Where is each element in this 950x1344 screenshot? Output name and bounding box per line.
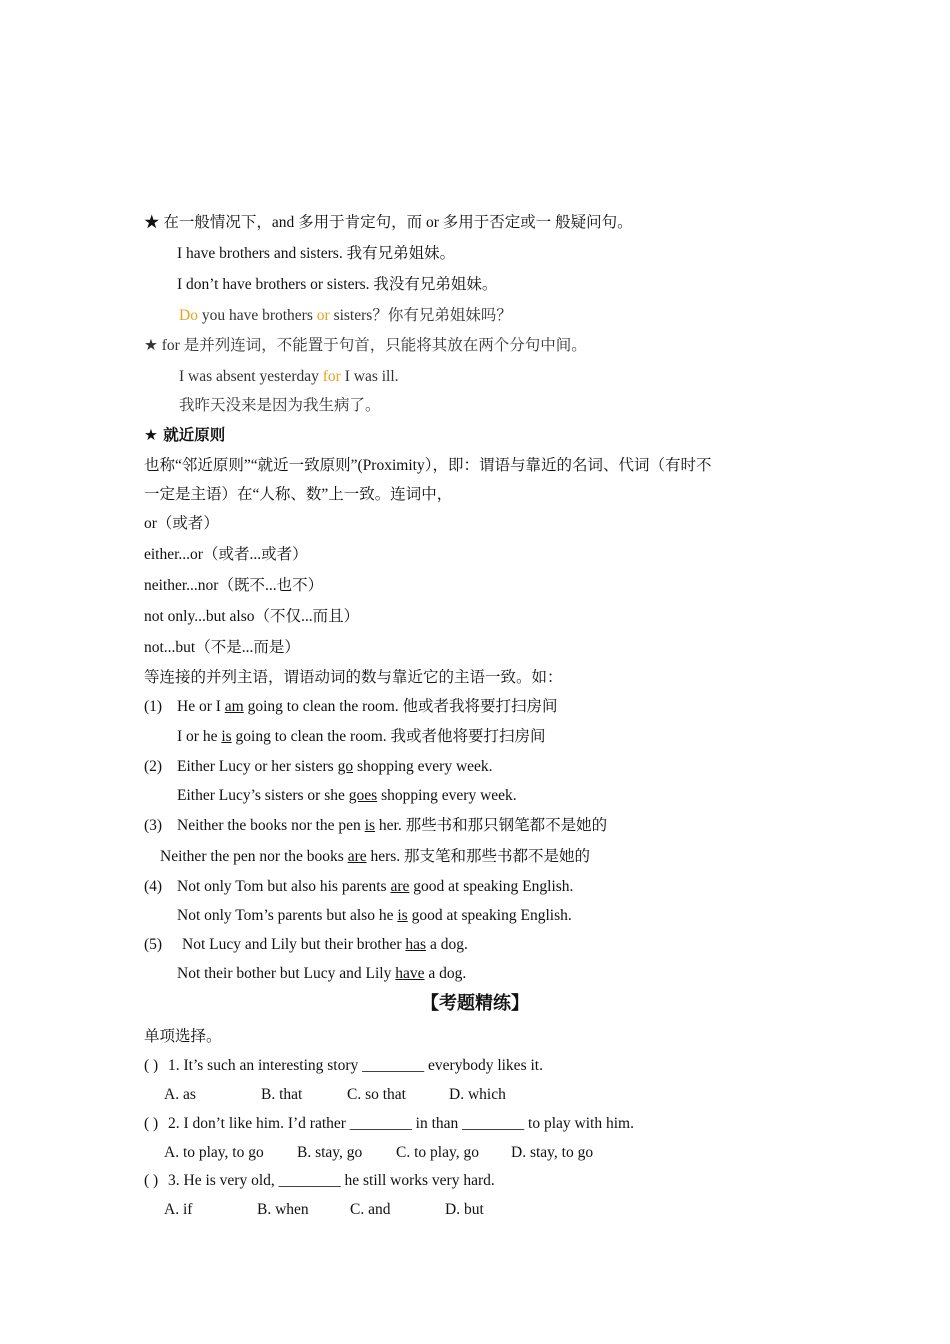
example-question-mid: you have brothers	[197, 307, 317, 324]
sentence-part: Not only Tom but also his parents	[177, 878, 391, 895]
example-sentence	[160, 847, 590, 867]
option-b: B. stay, go	[297, 1144, 363, 1161]
highlight-for: for	[322, 368, 341, 385]
example-sentence	[177, 727, 546, 747]
underlined-verb: go	[337, 758, 354, 775]
option-c: C. to play, go	[396, 1144, 479, 1161]
sentence-part: Either Lucy’s sisters or she	[177, 787, 349, 804]
example-sentence	[177, 757, 493, 777]
sentence-part: Either Lucy or her sisters	[177, 758, 338, 775]
rule-and-or: ★ 在一般情况下，and 多用于肯定句，而 or 多用于否定或一 般疑问句。	[144, 214, 633, 231]
highlight-or: or	[316, 307, 330, 324]
option-a: A. if	[164, 1201, 193, 1218]
conj-or: or（或者）	[144, 515, 219, 532]
proximity-desc-2: 一定是主语）在“人称、数”上一致。连词中，	[144, 486, 453, 503]
example-number: (1)	[144, 698, 163, 715]
conj-neither-nor: neither...nor（既不...也不）	[144, 577, 324, 594]
sentence-part: her. 那些书和那只钢笔都不是她的	[375, 817, 608, 834]
exercise-intro: 单项选择。	[144, 1028, 222, 1045]
sentence-part: Not Lucy and Lily but their brother	[182, 936, 406, 953]
example-for-a: I was absent yesterday	[179, 368, 323, 385]
answer-blank[interactable]: ( )	[144, 1057, 159, 1074]
underlined-verb: am	[224, 698, 244, 715]
sentence-part: a dog.	[424, 965, 467, 982]
sentence-part: shopping every week.	[353, 758, 493, 775]
option-a: A. as	[164, 1086, 196, 1103]
answer-blank[interactable]: ( )	[144, 1115, 159, 1132]
question-text: 2. I don’t like him. I’d rather ________ in than ________ to play with him.	[168, 1115, 634, 1132]
example-sentence	[177, 964, 466, 984]
example-number: (4)	[144, 878, 163, 895]
underlined-verb: have	[395, 965, 425, 982]
example-and: I have brothers and sisters. 我有兄弟姐妹。	[177, 245, 456, 262]
underlined-verb: is	[364, 817, 376, 834]
option-b: B. that	[261, 1086, 303, 1103]
exercise-title: 【考题精练】	[421, 993, 529, 1014]
proximity-desc-3: 等连接的并列主语，谓语动词的数与靠近它的主语一致。如：	[144, 669, 563, 686]
option-d: D. stay, to go	[511, 1144, 594, 1161]
sentence-part: hers. 那支笔和那些书都不是她的	[366, 848, 591, 865]
sentence-part: I or he	[177, 728, 222, 745]
highlight-do: Do	[179, 307, 198, 324]
sentence-part: good at speaking English.	[407, 907, 572, 924]
underlined-verb: are	[390, 878, 410, 895]
option-d: D. but	[445, 1201, 484, 1218]
sentence-part: going to clean the room. 我或者他将要打扫房间	[231, 728, 546, 745]
option-a: A. to play, to go	[164, 1144, 264, 1161]
underlined-verb: are	[347, 848, 367, 865]
example-sentence	[177, 906, 572, 926]
option-b: B. when	[257, 1201, 309, 1218]
example-for-translation: 我昨天没来是因为我生病了。	[179, 397, 381, 414]
conj-not-only: not only...but also（不仅...而且）	[144, 608, 360, 625]
example-or-negative: I don’t have brothers or sisters. 我没有兄弟姐妹。	[177, 276, 498, 293]
example-question	[179, 306, 512, 326]
sentence-part: Neither the books nor the pen	[177, 817, 365, 834]
example-sentence	[182, 935, 468, 955]
example-sentence	[177, 786, 517, 806]
underlined-verb: goes	[348, 787, 378, 804]
rule-for: ★ for 是并列连词，不能置于句首，只能将其放在两个分句中间。	[144, 337, 587, 354]
underlined-verb: is	[397, 907, 408, 924]
option-d: D. which	[449, 1086, 506, 1103]
proximity-heading: ★ 就近原则	[144, 426, 226, 444]
answer-blank[interactable]: ( )	[144, 1172, 159, 1189]
conj-not-but: not...but（不是...而是）	[144, 639, 300, 656]
example-number: (2)	[144, 758, 163, 775]
sentence-part: Not their bother but Lucy and Lily	[177, 965, 396, 982]
underlined-verb: is	[221, 728, 232, 745]
sentence-part: shopping every week.	[377, 787, 517, 804]
question-text: 1. It’s such an interesting story ________ everybody likes it.	[168, 1057, 543, 1074]
underlined-verb: has	[405, 936, 427, 953]
example-number: (5)	[144, 936, 163, 953]
option-c: C. so that	[347, 1086, 406, 1103]
conj-either-or: either...or（或者...或者）	[144, 546, 308, 563]
option-c: C. and	[350, 1201, 391, 1218]
example-sentence	[177, 697, 558, 717]
sentence-part: He or I	[177, 698, 225, 715]
example-for-b: I was ill.	[340, 368, 399, 385]
example-question-end: sisters？你有兄弟姐妹吗？	[329, 307, 512, 324]
question-text: 3. He is very old, ________ he still works very hard.	[168, 1172, 495, 1189]
sentence-part: good at speaking English.	[409, 878, 574, 895]
example-for	[179, 367, 399, 387]
sentence-part: going to clean the room. 他或者我将要打扫房间	[243, 698, 558, 715]
example-sentence	[177, 877, 573, 897]
proximity-desc-1: 也称“邻近原则”“就近一致原则”(Proximity），即：谓语与靠近的名词、代词（有时不	[144, 457, 712, 474]
example-number: (3)	[144, 817, 163, 834]
example-sentence	[177, 816, 607, 836]
sentence-part: Neither the pen nor the books	[160, 848, 348, 865]
sentence-part: Not only Tom’s parents but also he	[177, 907, 398, 924]
sentence-part: a dog.	[426, 936, 468, 953]
